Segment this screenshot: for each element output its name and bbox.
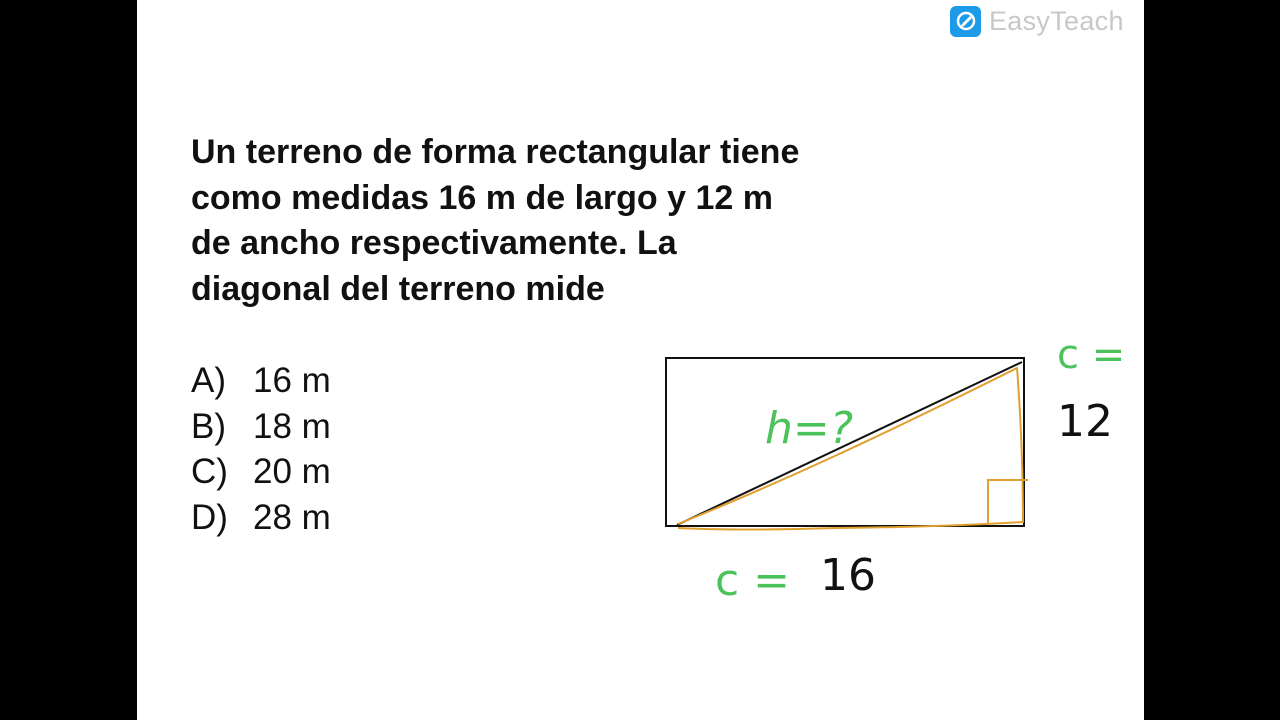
rectangle-diagram	[137, 0, 1144, 720]
bottom-leg-label: c =	[715, 555, 791, 606]
question-line: diagonal del terreno mide	[191, 269, 605, 308]
option-letter: C)	[191, 452, 228, 491]
option-value: 20 m	[253, 452, 331, 491]
option-value: 18 m	[253, 406, 331, 446]
question-line: como medidas 16 m de largo y 12 m	[191, 178, 774, 217]
option-letter: A)	[191, 361, 226, 400]
bottom-leg-value: 16	[820, 550, 876, 601]
question-line: de ancho respectivamente. La	[191, 224, 677, 262]
option-value: 28 m	[253, 497, 331, 537]
question-line: Un terreno de forma rectangular tiene	[191, 133, 800, 171]
option-letter: B)	[191, 406, 226, 446]
right-leg-value: 12	[1057, 396, 1113, 447]
option-value: 16 m	[253, 361, 331, 400]
option-letter: D)	[191, 497, 228, 537]
hypotenuse-label: h=?	[765, 403, 854, 454]
right-leg-label: c =	[1057, 332, 1126, 378]
brand-name: EasyTeach	[989, 5, 1124, 36]
slide-canvas	[137, 0, 1144, 720]
